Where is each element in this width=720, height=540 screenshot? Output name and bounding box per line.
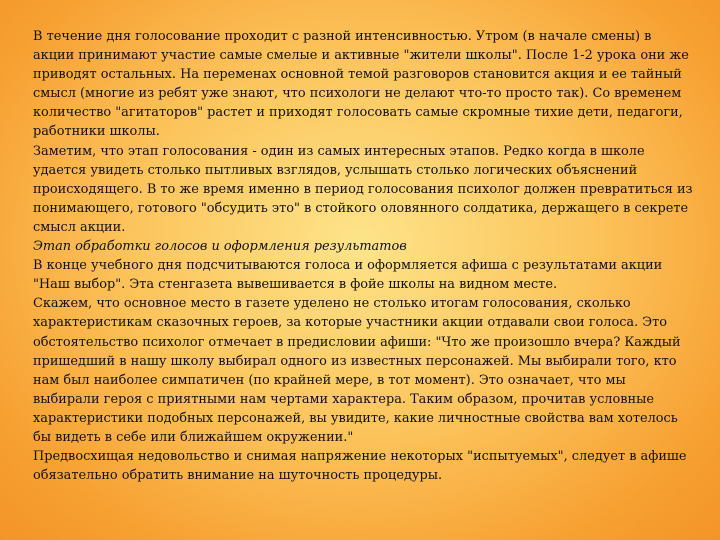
slide-text-body	[33, 27, 695, 485]
section-heading-results: Этап обработки голосов и оформления результатов	[33, 239, 407, 255]
paragraph-voting-intensity: В течение дня голосование проходит с разной интенсивностью. Утром (в начале смены) в акции принимают участие самые смелые и активные "жители школы". После 1-2 урока они же приводят остальных. На переменах основной темой разговоров становится акция и ее тайный смысл (многие из ребят уже знают, что психологи не делают что-то просто так). Со временем количество "агитаторов" растет и приходят голосовать самые скромные тихие дети, педагоги, работники школы.	[33, 29, 689, 140]
paragraph-newspaper-content: Скажем, что основное место в газете уделено не столько итогам голосования, сколько характеристикам сказочных героев, за которые участники акции отдавали свои голоса. Это обстоятельство психолог отмечает в предисловии афиши: "Что же произошло вчера? Каждый пришедший в нашу школу выбирал одного из известных персонажей. Мы выбирали того, кто нам был наиболее симпатичен (по крайней мере, в тот момент). Это означает, что мы выбирали героя с приятными нам чертами характера. Таким образом, прочитав условные характеристики подобных персонажей, вы увидите, какие личностные свойства вам хотелось бы видеть в себе или ближайшем окружении."	[33, 296, 681, 445]
paragraph-humor-note: Предвосхищая недовольство и снимая напряжение некоторых "испытуемых", следует в афише обязательно обратить внимание на шуточность процедуры.	[33, 449, 687, 484]
paragraph-voting-stage: Заметим, что этап голосования - один из самых интересных этапов. Редко когда в школе удается увидеть столько пытливых взглядов, услышать столько логических объяснений происходящего. В то же время именно в период голосования психолог должен превратиться из понимающего, готового "обсудить это" в стойкого оловянного солдатика, держащего в секрете смысл акции.	[33, 143, 693, 235]
paragraph-vote-count: В конце учебного дня подсчитываются голоса и оформляется афиша с результатами акции "Наш выбор". Эта стенгазета вывешивается в фойе школы на видном месте.	[33, 258, 663, 293]
